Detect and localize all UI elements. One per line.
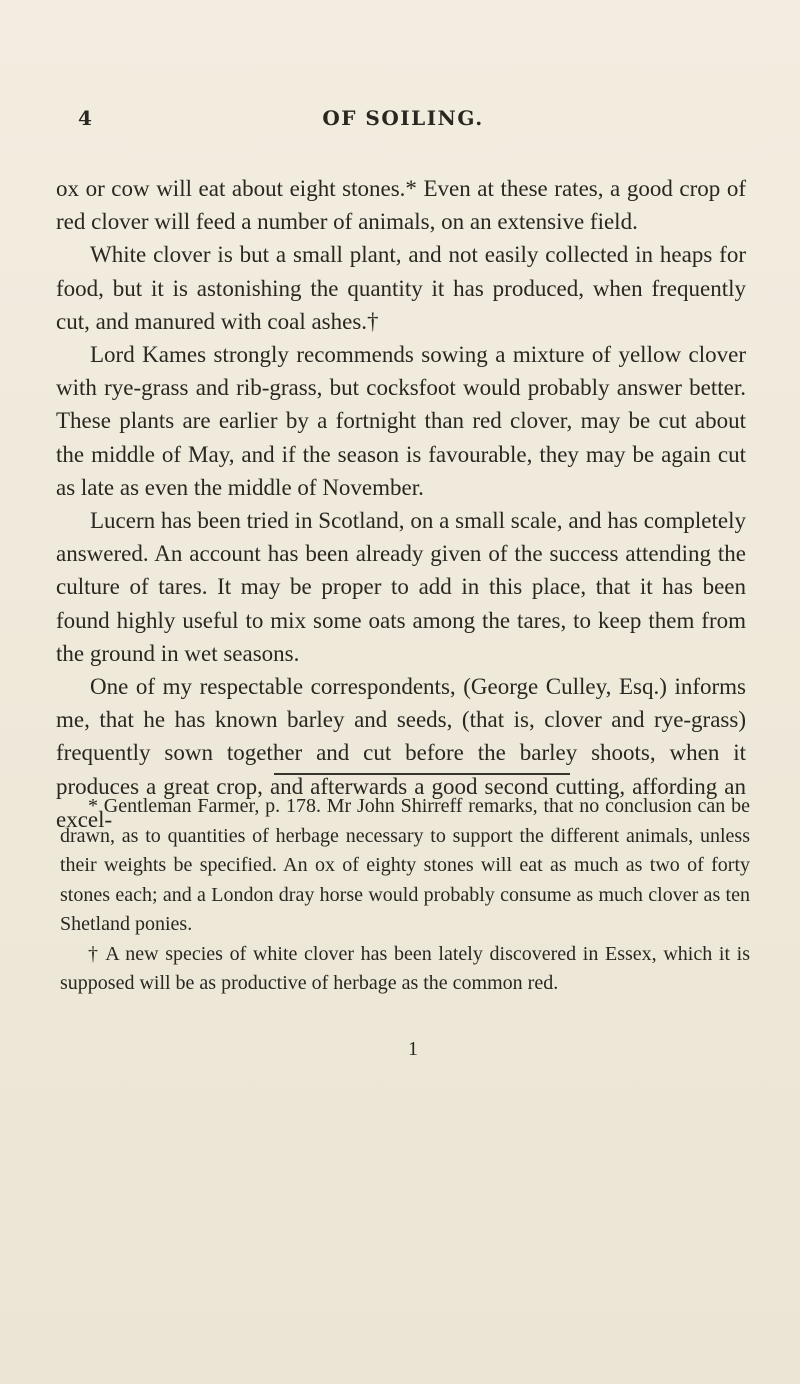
paragraph: One of my respectable correspondents, (George Culley, Esq.) informs me, that he has known barley and seeds, (that is, clover and rye-grass) frequently sown together and cut before the barley shoots, when it produces a great crop, and afterwards a good second cutting, affording an excel-	[56, 674, 746, 832]
paragraph: ox or cow will eat about eight stones.* Even at these rates, a good crop of red clover will feed a number of animals, on an extensive field.	[56, 176, 746, 235]
paragraph: White clover is but a small plant, and not easily collected in heaps for food, but it is astonishing the quantity it has produced, when frequently cut, and manured with coal ashes.†	[56, 242, 746, 334]
main-text	[56, 172, 746, 836]
footnote: † A new species of white clover has been lately discovered in Essex, which it is supposed will be as productive of herbage as the common red.	[60, 942, 750, 994]
footnote: * Gentleman Farmer, p. 178. Mr John Shirreff remarks, that no conclusion can be drawn, as to quantities of herbage necessary to support the different animals, unless their weights be specified. An ox of eighty stones will eat as much as two of forty stones each; and a London dray horse would probably consume as much clover as ten Shetland ponies.	[60, 795, 750, 935]
page-header	[78, 106, 728, 136]
footnotes	[60, 792, 750, 999]
signature-mark: 1	[408, 1038, 418, 1060]
footnote-divider	[274, 773, 570, 775]
page-number: 4	[78, 106, 92, 130]
paragraph: Lucern has been tried in Scotland, on a small scale, and has completely answered. An account has been already given of the success attending the culture of tares. It may be proper to add in this place, that it has been found highly useful to mix some oats among the tares, to keep them from the ground in wet seasons.	[56, 508, 746, 666]
running-head: OF SOILING.	[322, 106, 484, 130]
paragraph: Lord Kames strongly recommends sowing a mixture of yellow clover with rye-grass and rib-grass, but cocksfoot would probably answer better. These plants are earlier by a fortnight than red clover, may be cut about the middle of May, and if the season is favourable, they may be again cut as late as even the middle of November.	[56, 342, 746, 500]
